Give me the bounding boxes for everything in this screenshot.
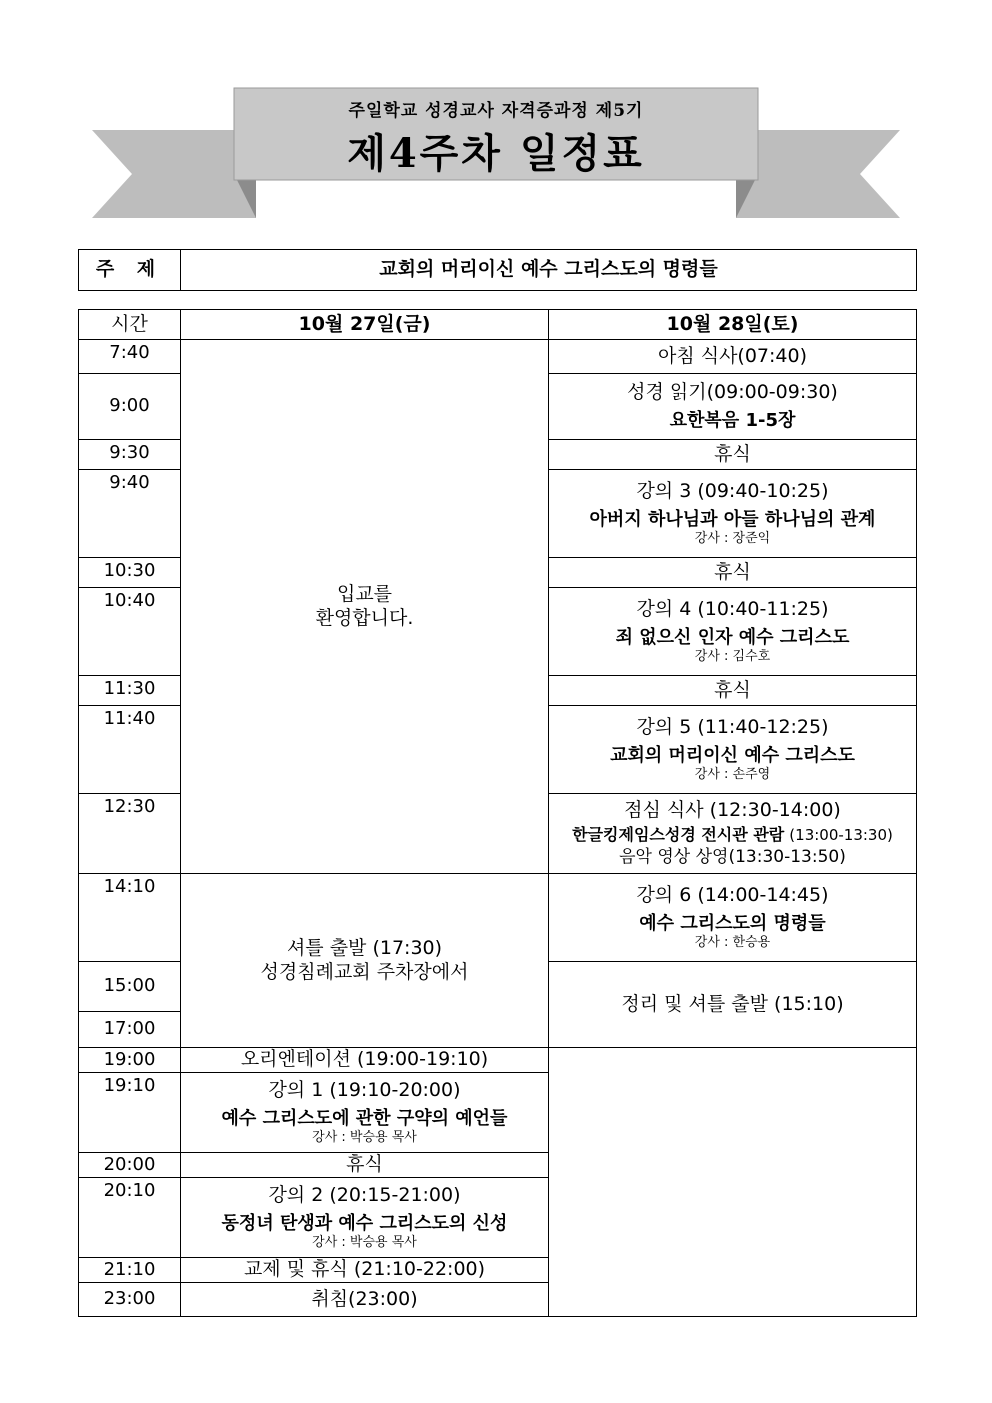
breakfast: 아침 식사(07:40) [549,340,917,374]
lecture5-time: 강의 5 (11:40-12:25) [636,715,829,738]
lecture4-speaker: 강사 : 김수호 [694,649,771,664]
video: 음악 영상 상영(13:30-13:50) [619,846,846,867]
lecture2-title: 동정녀 탄생과 예수 그리스도의 신성 [221,1212,508,1234]
banner-title: 제4주차 일정표 [347,130,645,177]
welcome-cell [181,340,549,874]
lunch-cell [549,794,917,874]
day2-header: 10월 28일(토) [549,310,917,340]
rest-cell: 휴식 [549,558,917,588]
time-cell: 12:30 [79,794,181,874]
exchange: 교제 및 휴식 (21:10-22:00) [181,1258,549,1283]
title-banner [0,0,992,230]
lecture3-title: 아버지 하나님과 아들 하나님의 관계 [589,508,876,530]
museum-title: 한글킹제임스성경 전시관 관람 [572,824,785,844]
lecture1-cell [181,1073,549,1153]
rest-cell: 휴식 [549,676,917,706]
lecture4-cell [549,588,917,676]
lecture5-title: 교회의 머리이신 예수 그리스도 [610,744,855,766]
time-cell: 11:40 [79,706,181,794]
shuttle-cell [181,874,549,1048]
time-cell: 20:00 [79,1153,181,1178]
orientation: 오리엔테이션 (19:00-19:10) [181,1048,549,1073]
schedule-table [78,309,917,1317]
lecture3-speaker: 강사 : 장준익 [694,531,771,546]
shuttle-line-2: 성경침례교회 주차장에서 [260,960,469,983]
time-cell: 10:40 [79,588,181,676]
welcome-line-2: 환영합니다. [315,606,414,629]
welcome-line-1: 입교를 [336,582,393,605]
theme-value: 교회의 머리이신 예수 그리스도의 명령들 [181,250,917,291]
time-cell: 19:00 [79,1048,181,1073]
museum-line [549,825,916,845]
time-cell: 7:40 [79,340,181,374]
lecture4-time: 강의 4 (10:40-11:25) [636,597,829,620]
lecture2-cell [181,1178,549,1258]
time-cell: 17:00 [79,1012,181,1048]
lecture6-speaker: 강사 : 한승용 [694,935,771,950]
time-cell: 20:10 [79,1178,181,1258]
time-cell: 11:30 [79,676,181,706]
day2-empty-cell [549,1048,917,1317]
theme-table [78,249,917,291]
sleep: 취침(23:00) [181,1283,549,1317]
lecture5-cell [549,706,917,794]
bible-reading: 성경 읽기(09:00-09:30) [627,380,838,403]
shuttle-line-1: 셔틀 출발 (17:30) [286,936,443,959]
theme-label: 주 제 [79,250,181,291]
lecture5-speaker: 강사 : 손주영 [694,767,771,782]
lecture6-title: 예수 그리스도의 명령들 [639,912,826,934]
time-cell: 19:10 [79,1073,181,1153]
banner-subtitle: 주일학교 성경교사 자격증과정 제5기 [348,101,644,121]
time-cell: 15:00 [79,962,181,1012]
museum-time: (13:00-13:30) [789,825,893,844]
bible-reading-cell [549,374,917,440]
time-cell: 9:40 [79,470,181,558]
time-cell: 21:10 [79,1258,181,1283]
time-cell: 23:00 [79,1283,181,1317]
lecture1-title: 예수 그리스도에 관한 구약의 예언들 [221,1107,508,1129]
time-cell: 9:00 [79,374,181,440]
lecture1-speaker: 강사 : 박승용 목사 [312,1130,417,1145]
day1-header: 10월 27일(금) [181,310,549,340]
time-header: 시간 [79,310,181,340]
lecture3-time: 강의 3 (09:40-10:25) [636,479,829,502]
lunch: 점심 식사 (12:30-14:00) [624,799,841,821]
time-cell: 14:10 [79,874,181,962]
lecture2-speaker: 강사 : 박승용 목사 [312,1235,417,1250]
rest-cell: 휴식 [549,440,917,470]
lecture4-title: 죄 없으신 인자 예수 그리스도 [615,626,850,648]
lecture6-time: 강의 6 (14:00-14:45) [636,883,829,906]
bible-passage: 요한복음 1-5장 [669,409,796,431]
time-cell: 9:30 [79,440,181,470]
time-cell: 10:30 [79,558,181,588]
wrapup-cell: 정리 및 셔틀 출발 (15:10) [549,962,917,1048]
lecture2-time: 강의 2 (20:15-21:00) [268,1183,461,1206]
lecture6-cell [549,874,917,962]
rest-cell: 휴식 [181,1153,549,1178]
lecture3-cell [549,470,917,558]
lecture1-time: 강의 1 (19:10-20:00) [268,1078,461,1101]
